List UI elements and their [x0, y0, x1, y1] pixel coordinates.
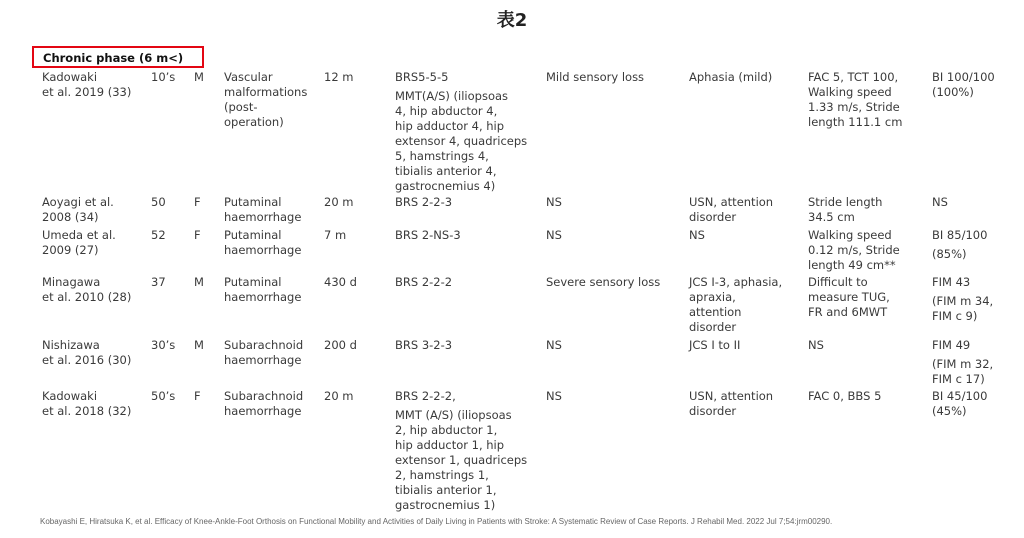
sensory-cell: NS [546, 228, 562, 242]
sensory-cell: Mild sensory loss [546, 70, 645, 84]
study-cell: Kadowaki et al. 2018 (32) [42, 389, 132, 418]
study-cell: Kadowaki et al. 2019 (33) [42, 70, 132, 99]
sex-cell: F [194, 228, 201, 242]
diagnosis-cell: Putaminal haemorrhage [224, 275, 302, 304]
motor-function-cell-primary: BRS 2-2-2 [395, 275, 453, 289]
gait-cell: Walking speed 0.12 m/s, Stride length 49 cm** [808, 228, 900, 272]
adl-cell-primary: BI 45/100 (45%) [932, 389, 988, 418]
age-cell: 37 [151, 275, 166, 289]
page-title: 表2 [496, 10, 528, 31]
diagnosis-cell: Vascular malformations (post- operation) [224, 70, 308, 129]
motor-function-cell [395, 228, 461, 247]
diagnosis-cell: Subarachnoid haemorrhage [224, 389, 304, 418]
sensory-cell: NS [546, 389, 562, 403]
motor-function-cell-primary: BRS 2-NS-3 [395, 228, 461, 242]
sensory-cell: Severe sensory loss [546, 275, 661, 289]
adl-cell-primary: BI 100/100 (100%) [932, 70, 995, 99]
sensory-cell: NS [546, 338, 562, 352]
adl-cell-primary: FIM 43 [932, 275, 971, 289]
adl-cell [932, 389, 987, 423]
gait-cell: FAC 5, TCT 100, Walking speed 1.33 m/s, Stride length 111.1 cm [808, 70, 903, 129]
study-cell: Umeda et al. 2009 (27) [42, 228, 116, 257]
diagnosis-cell: Subarachnoid haemorrhage [224, 338, 304, 367]
motor-function-cell [395, 70, 527, 194]
diagnosis-cell: Putaminal haemorrhage [224, 195, 302, 224]
age-cell: 30’s [151, 338, 176, 352]
adl-cell [932, 70, 995, 104]
motor-function-cell-primary: BRS5-5-5 [395, 70, 449, 84]
higher-brain-function-cell: Aphasia (mild) [689, 70, 773, 84]
motor-function-cell-detail: MMT (A/S) (iliopsoas 2, hip abductor 1, hip adductor 1, hip extensor 1, quadriceps 2, hamstrings 1, tibialis anterior 1, gastrocnemius 1) [395, 408, 528, 512]
time-cell: 20 m [324, 389, 354, 403]
higher-brain-function-cell: USN, attention disorder [689, 195, 774, 224]
higher-brain-function-cell: USN, attention disorder [689, 389, 774, 418]
higher-brain-function-cell: JCS I to II [689, 338, 741, 352]
sex-cell: M [194, 70, 204, 84]
gait-cell: FAC 0, BBS 5 [808, 389, 882, 403]
adl-cell-detail: (85%) [932, 247, 967, 261]
adl-cell [932, 275, 993, 324]
sex-cell: M [194, 275, 204, 289]
adl-cell [932, 195, 948, 214]
adl-cell-primary: FIM 49 [932, 338, 971, 352]
sex-cell: M [194, 338, 204, 352]
adl-cell-primary: NS [932, 195, 948, 209]
motor-function-cell-detail: MMT(A/S) (iliopsoas 4, hip abductor 4, hip adductor 4, hip extensor 4, quadriceps 5, hamstrings 4, tibialis anterior 4, gastrocnemius 4) [395, 89, 528, 193]
gait-cell: Difficult to measure TUG, FR and 6MWT [808, 275, 890, 319]
citation-footer: Kobayashi E, Hiratsuka K, et al. Efficacy of Knee-Ankle-Foot Orthosis on Functional Mobility and Activities of Daily Living in Patients with Stroke: A Systematic Review of Case Reports. J Rehabil Med. 2022 Jul 7;54:jrm00290. [40, 517, 833, 526]
study-cell: Aoyagi et al. 2008 (34) [42, 195, 114, 224]
adl-cell-detail: (FIM m 32, FIM c 17) [932, 357, 994, 386]
higher-brain-function-cell: NS [689, 228, 705, 242]
study-cell: Minagawa et al. 2010 (28) [42, 275, 132, 304]
time-cell: 7 m [324, 228, 347, 242]
sensory-cell: NS [546, 195, 562, 209]
motor-function-cell-primary: BRS 2-2-3 [395, 195, 453, 209]
study-cell: Nishizawa et al. 2016 (30) [42, 338, 132, 367]
gait-cell: NS [808, 338, 824, 352]
motor-function-cell-primary: BRS 2-2-2, [395, 389, 456, 403]
time-cell: 430 d [324, 275, 357, 289]
section-label: Chronic phase (6 m<) [32, 46, 204, 68]
adl-cell-detail: (FIM m 34, FIM c 9) [932, 294, 994, 323]
adl-cell [932, 228, 987, 262]
age-cell: 10’s [151, 70, 176, 84]
motor-function-cell [395, 275, 452, 294]
time-cell: 200 d [324, 338, 357, 352]
motor-function-cell [395, 195, 452, 214]
motor-function-cell [395, 338, 452, 357]
time-cell: 12 m [324, 70, 354, 84]
adl-cell [932, 338, 993, 387]
gait-cell: Stride length 34.5 cm [808, 195, 883, 224]
diagnosis-cell: Putaminal haemorrhage [224, 228, 302, 257]
sex-cell: F [194, 389, 201, 403]
age-cell: 52 [151, 228, 166, 242]
age-cell: 50’s [151, 389, 176, 403]
motor-function-cell [395, 389, 527, 513]
sex-cell: F [194, 195, 201, 209]
age-cell: 50 [151, 195, 166, 209]
motor-function-cell-primary: BRS 3-2-3 [395, 338, 453, 352]
time-cell: 20 m [324, 195, 354, 209]
higher-brain-function-cell: JCS I-3, aphasia, apraxia, attention disorder [689, 275, 783, 334]
adl-cell-primary: BI 85/100 [932, 228, 988, 242]
